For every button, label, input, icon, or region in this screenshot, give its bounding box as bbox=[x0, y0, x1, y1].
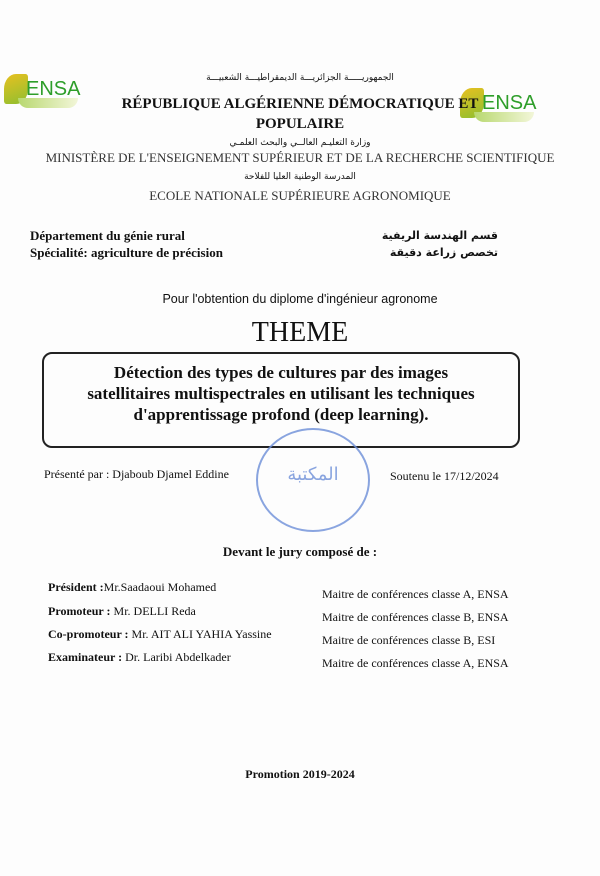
diploma-purpose: Pour l'obtention du diplome d'ingénieur agronome bbox=[162, 292, 438, 306]
speciality-french: Spécialité: agriculture de précision bbox=[30, 245, 223, 260]
jury-member: Co-promoteur : Mr. AIT ALI YAHIA Yassine bbox=[48, 627, 272, 641]
jury-heading: Devant le jury composé de : bbox=[222, 544, 378, 559]
jury-member: Président :Mr.Saadaoui Mohamed bbox=[48, 580, 217, 594]
theme-label: THEME bbox=[251, 317, 349, 348]
presented-by: Présenté par : Djaboub Djamel Eddine bbox=[44, 467, 229, 481]
ministry-french: MINISTÈRE DE L'ENSEIGNEMENT SUPÉRIEUR ET DE LA RECHERCHE SCIENTIFIQUE bbox=[45, 150, 555, 165]
republic-french-2: POPULAIRE bbox=[255, 116, 345, 132]
school-arabic: المدرسة الوطنية العليا للفلاحة bbox=[244, 172, 356, 182]
jury-member: Examinateur : Dr. Laribi Abdelkader bbox=[48, 650, 231, 664]
defense-date: Soutenu le 17/12/2024 bbox=[390, 469, 499, 483]
jury-member: Promoteur : Mr. DELLI Reda bbox=[48, 604, 196, 618]
thesis-title: Détection des types de cultures par des images satellitaires multispectrales en utilisant les techniques d'apprentissage profond (deep learning). bbox=[87, 363, 475, 424]
jury-title: Maitre de conférences classe A, ENSA bbox=[322, 656, 509, 670]
jury-title: Maitre de conférences classe B, ENSA bbox=[322, 610, 509, 624]
republic-arabic: الجمهوريـــــة الجزائريـــة الديمقراطيـــة الشعبيـــة bbox=[206, 73, 394, 83]
library-stamp: المكتبة bbox=[256, 428, 370, 532]
thesis-title-box bbox=[42, 352, 520, 448]
promotion: Promotion 2019-2024 bbox=[245, 767, 355, 781]
ensa-logo-right: ENSA bbox=[460, 88, 538, 124]
ministry-arabic: وزارة التعليـم العالــي والبحث العلمـي bbox=[229, 138, 371, 148]
ensa-logo-left: ENSA bbox=[4, 74, 82, 110]
jury-title: Maitre de conférences classe B, ESI bbox=[322, 633, 496, 647]
department-arabic: قسم الهندسة الريفية bbox=[381, 229, 498, 242]
jury-title: Maitre de conférences classe A, ENSA bbox=[322, 587, 509, 601]
republic-french-1: RÉPUBLIQUE ALGÉRIENNE DÉMOCRATIQUE ET bbox=[121, 96, 479, 112]
speciality-arabic: تخصص زراعة دقيقة bbox=[389, 246, 498, 259]
school-french: ECOLE NATIONALE SUPÉRIEURE AGRONOMIQUE bbox=[149, 188, 451, 203]
department-french: Département du génie rural bbox=[30, 228, 185, 243]
